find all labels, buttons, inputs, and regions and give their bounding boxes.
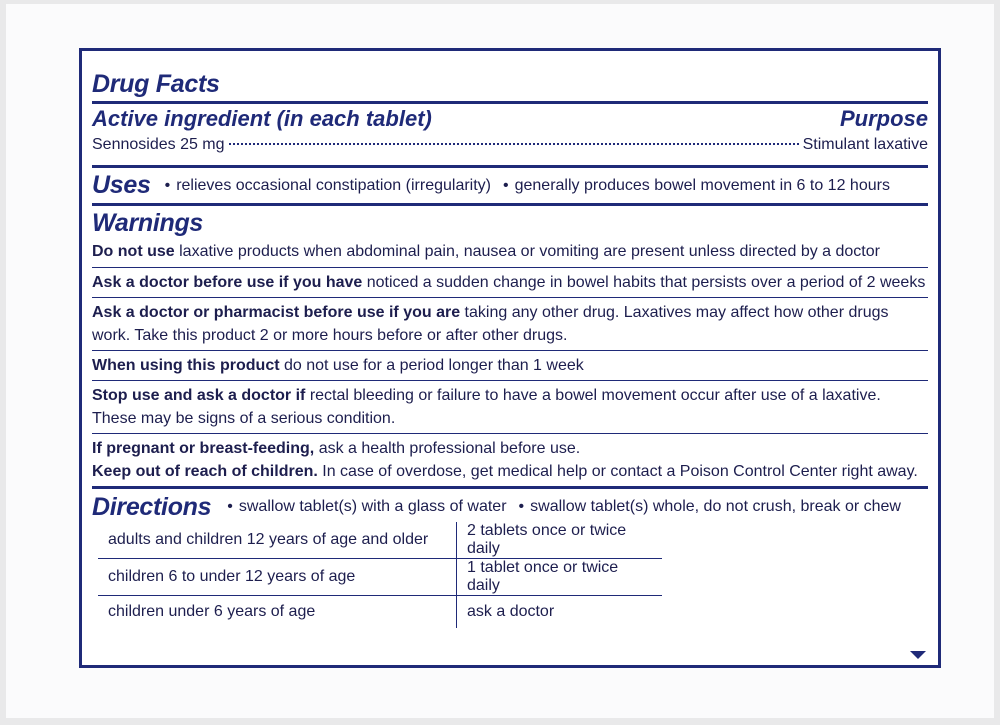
warning-pregnant-keep-out	[92, 433, 928, 486]
table-row	[98, 596, 662, 629]
warning-label: Ask a doctor or pharmacist before use if you are	[92, 304, 461, 321]
warning-text: do not use for a period longer than 1 week	[279, 357, 584, 374]
warning-when-using	[92, 350, 928, 380]
warning-ask-pharmacist	[92, 297, 928, 350]
warning-pregnant	[92, 437, 928, 460]
carton-background	[6, 4, 994, 718]
active-ingredient-section	[92, 101, 928, 165]
warnings-section	[92, 203, 928, 486]
ingredient-line	[92, 136, 928, 154]
warning-text: noticed a sudden change in bowel habits that persists over a period of 2 weeks	[362, 274, 926, 291]
purpose-heading: Purpose	[839, 106, 928, 131]
uses-section	[92, 165, 928, 203]
age-group-cell: adults and children 12 years of age and older	[98, 522, 457, 559]
warning-label: Ask a doctor before use if you have	[92, 274, 363, 291]
warning-text: In case of overdose, get medical help or contact a Poison Control Center right away.	[317, 463, 918, 480]
dose-cell: ask a doctor	[457, 596, 663, 629]
dose-cell: 2 tablets once or twice daily	[467, 522, 627, 557]
uses-item: • generally produces bowel movement in 6 to 12 hours	[503, 177, 890, 195]
dose-cell: 1 tablet once or twice daily	[457, 559, 663, 596]
drug-facts-panel	[79, 48, 941, 668]
table-row	[98, 559, 662, 596]
uses-item: • relieves occasional constipation (irregularity)	[165, 177, 491, 195]
directions-section	[92, 486, 928, 628]
warning-stop-use	[92, 380, 928, 433]
warning-ask-doctor	[92, 267, 928, 297]
triangle-down-icon	[910, 651, 926, 659]
directions-item: • swallow tablet(s) with a glass of water	[227, 498, 506, 516]
warning-label: Stop use and ask a doctor if	[92, 387, 306, 404]
drug-facts-title: Drug Facts	[92, 70, 220, 98]
age-group-cell: children 6 to under 12 years of age	[98, 559, 457, 596]
warning-text: rectal bleeding or failure to have a bowel movement occur after use of a laxative. These may be signs of a serious condition.	[92, 387, 881, 427]
table-row	[98, 522, 662, 559]
uses-heading: Uses	[92, 171, 151, 199]
directions-heading: Directions	[92, 492, 212, 521]
warnings-heading: Warnings	[92, 209, 204, 237]
warning-label: If pregnant or breast-feeding,	[92, 440, 315, 457]
dot-leader	[229, 143, 799, 145]
warning-text: taking any other drug. Laxatives may affect how other drugs work. Take this product 2 or more hours before or after other drugs.	[92, 304, 889, 344]
age-group-cell: children under 6 years of age	[98, 596, 457, 629]
dosage-table	[98, 522, 662, 628]
warning-label: Do not use	[92, 243, 175, 260]
warning-text: ask a health professional before use.	[314, 440, 581, 457]
ingredient-name: Sennosides 25 mg	[92, 136, 225, 153]
directions-item: • swallow tablet(s) whole, do not crush, break or chew	[519, 498, 901, 516]
drug-facts-header	[92, 51, 928, 101]
warning-keep-out	[92, 460, 928, 483]
warning-label: When using this product	[92, 357, 280, 374]
warning-text: laxative products when abdominal pain, nausea or vomiting are present unless directed by a doctor	[174, 243, 880, 260]
warning-do-not-use	[92, 240, 928, 267]
warning-label: Keep out of reach of children.	[92, 463, 318, 480]
active-ingredient-heading: Active ingredient (in each tablet)	[92, 106, 432, 131]
ingredient-purpose: Stimulant laxative	[802, 136, 928, 153]
